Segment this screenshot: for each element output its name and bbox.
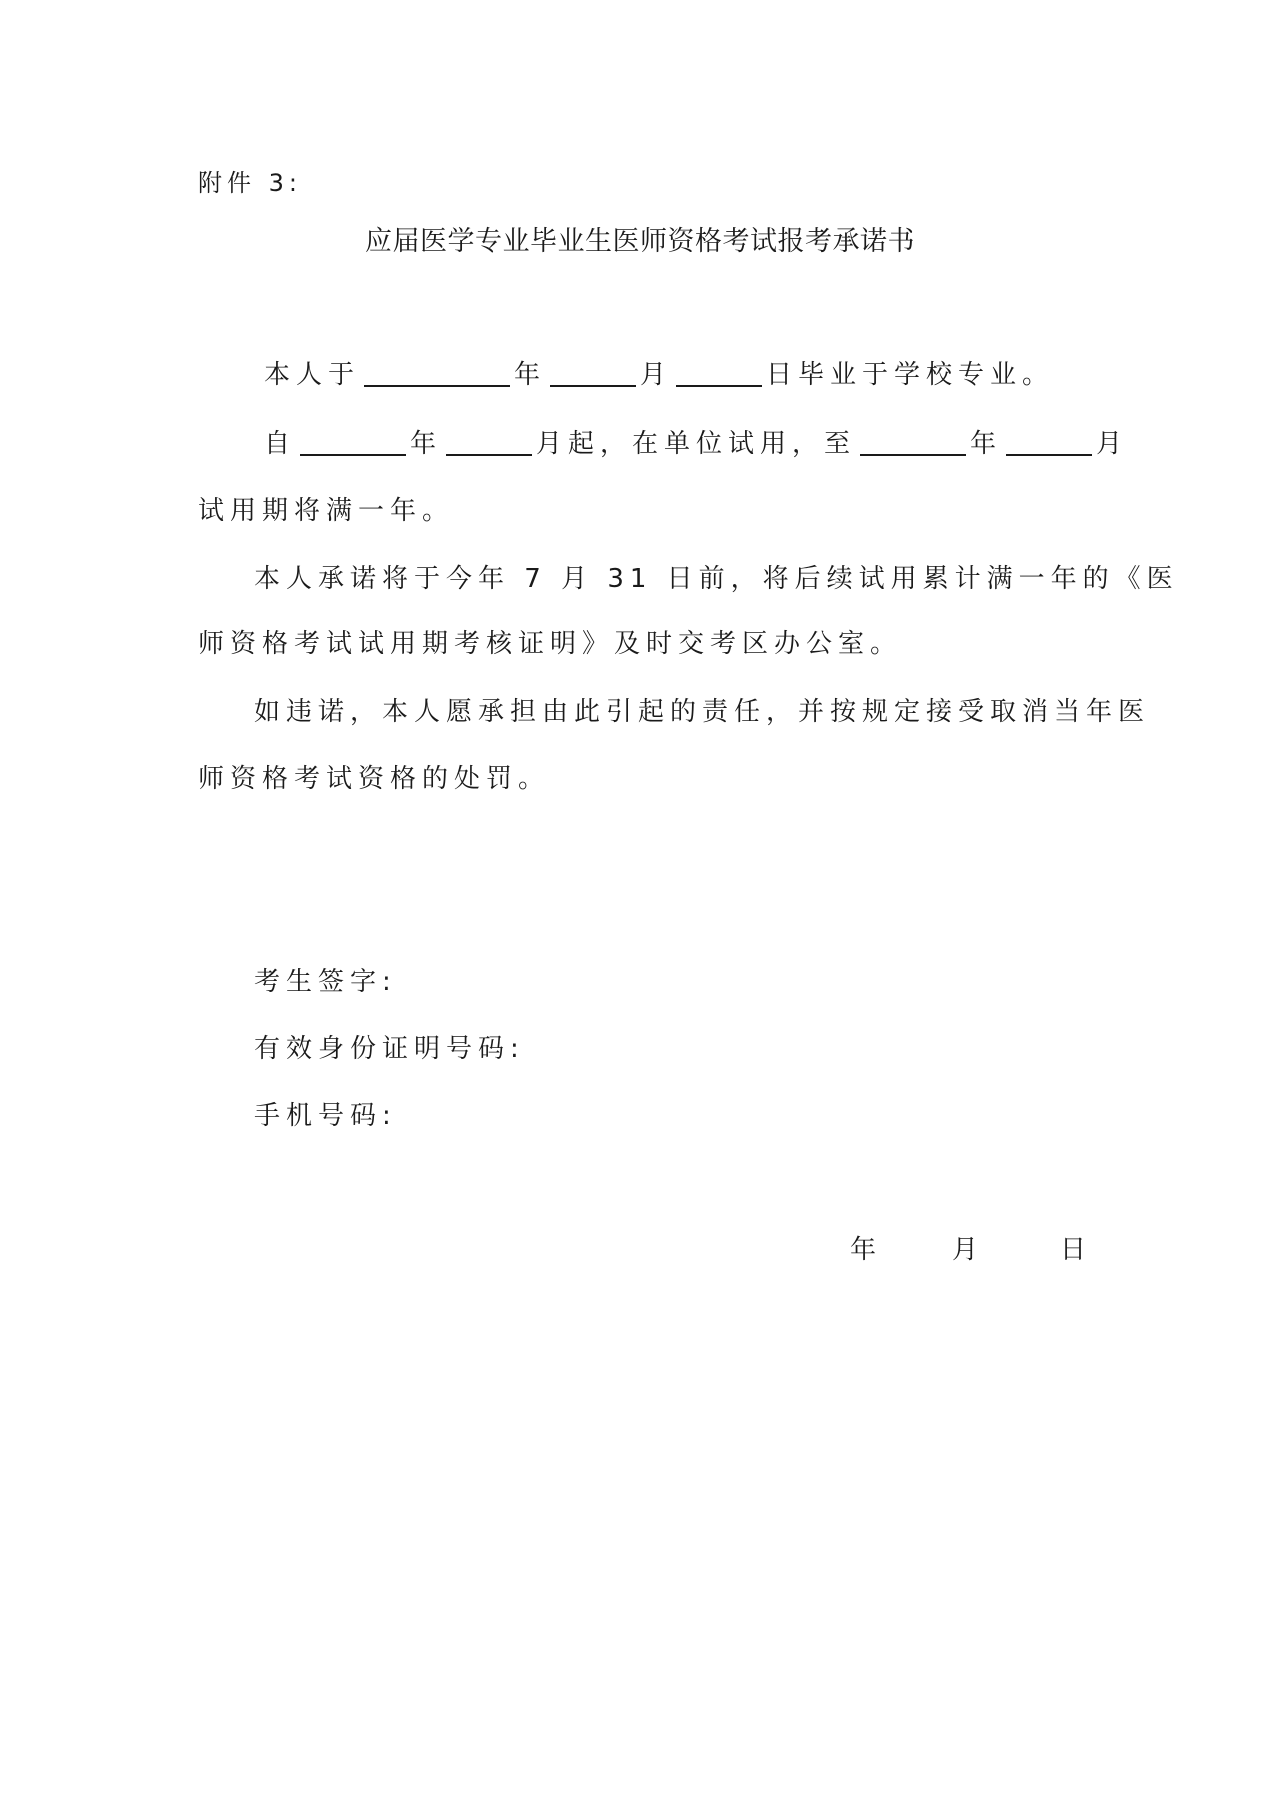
para2-year2-label: 年 [970, 429, 1003, 459]
date-day-label: 日 [1060, 1235, 1087, 1265]
para1-suffix: 日毕业于学校专业。 [766, 360, 1055, 390]
trial-start-year-blank[interactable] [300, 426, 406, 456]
trial-end-year-blank[interactable] [860, 426, 966, 456]
trial-start-month-blank[interactable] [446, 426, 532, 456]
para2-month1-text: 月起，在单位试用，至 [536, 429, 857, 459]
para1-year-label: 年 [514, 360, 547, 390]
graduation-month-blank[interactable] [550, 357, 636, 387]
date-month-label: 月 [952, 1235, 979, 1265]
paragraph-commitment-line1: 本人承诺将于今年 7 月 31 日前，将后续试用累计满一年的《医 [254, 564, 1179, 594]
para2-month2-label: 月 [1096, 429, 1129, 459]
attachment-label: 附件 3: [198, 169, 302, 197]
paragraph-trial-continuation: 试用期将满一年。 [198, 496, 455, 526]
para2-year1-label: 年 [410, 429, 443, 459]
paragraph-violation-line2: 师资格考试资格的处罚。 [198, 764, 551, 794]
candidate-signature-label: 考生签字: [254, 967, 397, 997]
para1-month-label: 月 [640, 360, 673, 390]
paragraph-graduation [264, 357, 1054, 392]
phone-label: 手机号码: [254, 1101, 397, 1131]
date-row [0, 1233, 1280, 1267]
id-number-label: 有效身份证明号码: [254, 1034, 525, 1064]
paragraph-violation-line1: 如违诺，本人愿承担由此引起的责任，并按规定接受取消当年医 [254, 697, 1151, 727]
para2-prefix: 自 [264, 429, 297, 459]
date-year-label: 年 [850, 1235, 877, 1265]
graduation-year-blank[interactable] [364, 357, 510, 387]
trial-end-month-blank[interactable] [1006, 426, 1092, 456]
paragraph-commitment-line2: 师资格考试试用期考核证明》及时交考区办公室。 [198, 629, 903, 659]
graduation-day-blank[interactable] [676, 357, 762, 387]
document-title: 应届医学专业毕业生医师资格考试报考承诺书 [365, 226, 915, 257]
para1-prefix: 本人于 [264, 360, 361, 390]
paragraph-trial [264, 426, 1128, 461]
